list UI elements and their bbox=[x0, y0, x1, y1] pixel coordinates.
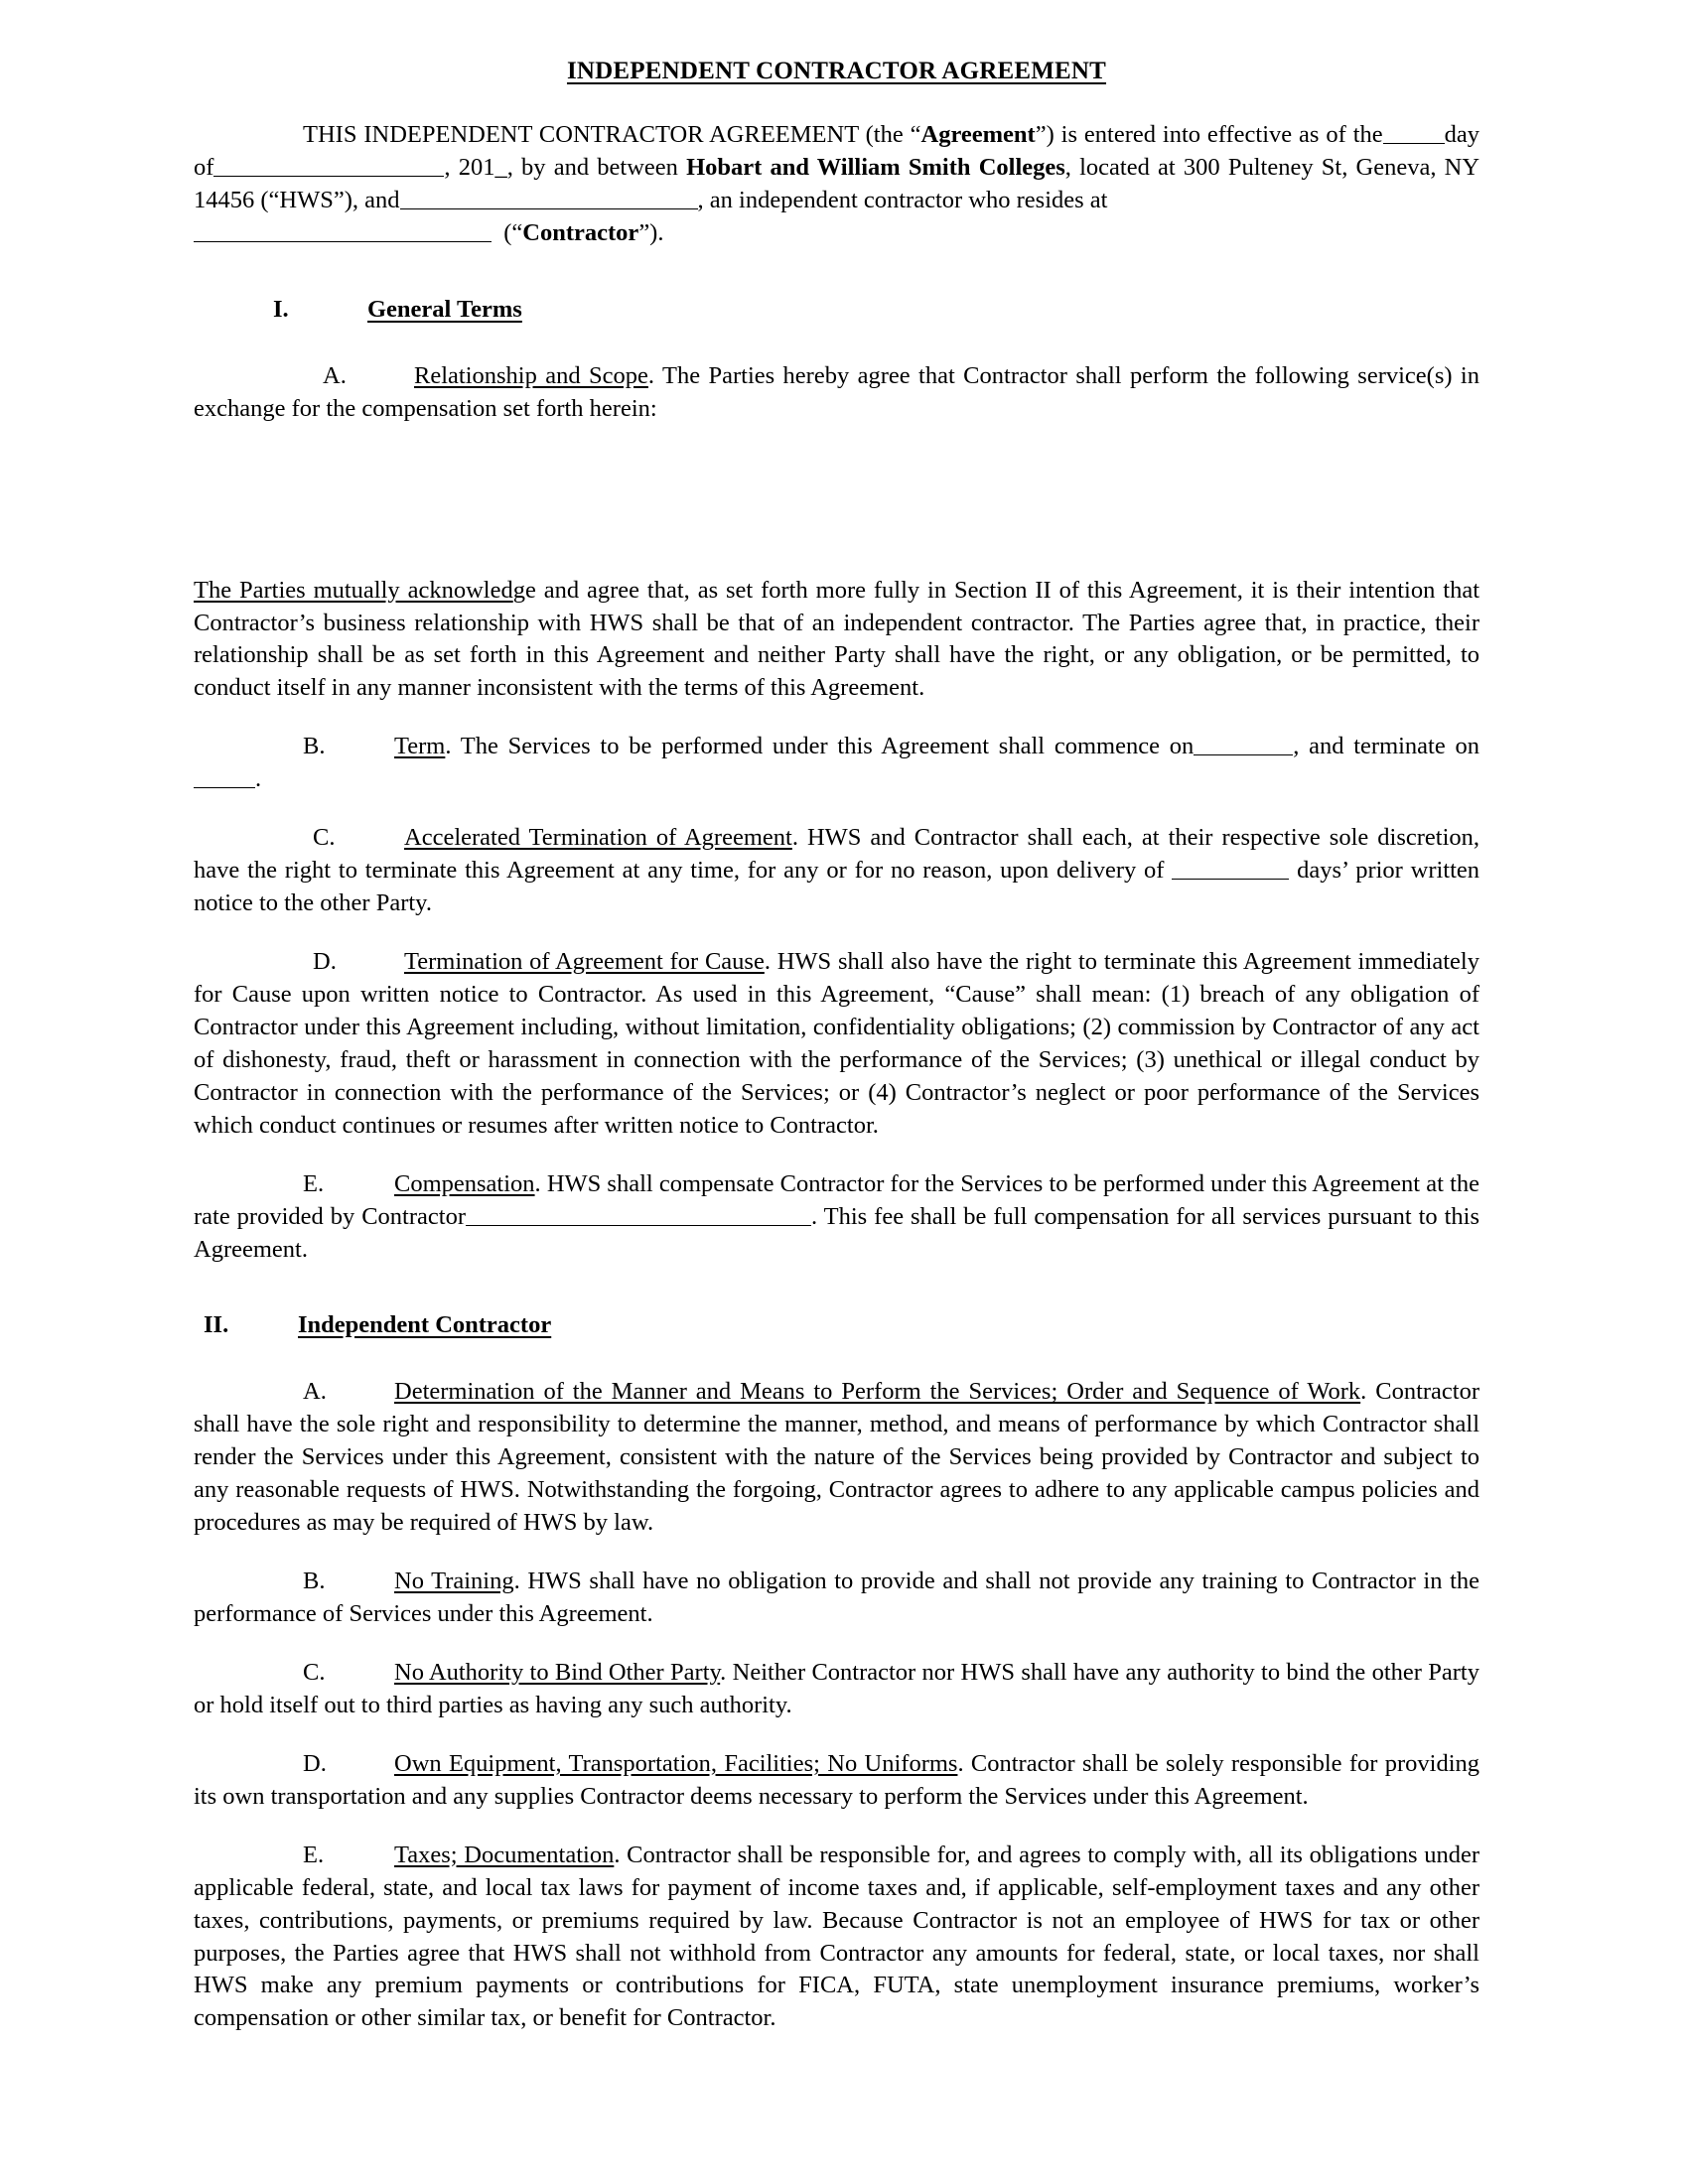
spacer-before-2-d bbox=[194, 1722, 1479, 1748]
notice-days-blank[interactable] bbox=[1172, 856, 1289, 880]
clause-letter-2-d: D. bbox=[303, 1749, 327, 1777]
clause-letter-2-e: E. bbox=[303, 1841, 325, 1868]
clause-1-d bbox=[194, 946, 1479, 1143]
compensation-rate-blank-extra[interactable] bbox=[764, 1201, 811, 1225]
clause-body-1-c-part1: . HWS and Contractor shall each, at their respective sole discretion, have the right to terminate this Agreement at any time, for any or for no reason, upon delivery of bbox=[194, 824, 1479, 885]
contractor-name-blank[interactable] bbox=[400, 186, 698, 209]
clause-letter-1-c: C. bbox=[313, 824, 336, 852]
clause-letter-2-a: A. bbox=[303, 1378, 327, 1406]
clause-body-2-c: . Neither Contractor nor HWS shall have any authority to bind the other Party or hold itself out to third parties as having any such authority. bbox=[194, 1658, 1479, 1718]
spacer-after-section-2-head bbox=[194, 1342, 1479, 1376]
clause-1-e bbox=[194, 1168, 1479, 1267]
clause-1-b bbox=[194, 731, 1479, 796]
spacer-before-2-b bbox=[194, 1540, 1479, 1566]
contractor-term-open: (“ bbox=[503, 218, 523, 246]
preamble-after-term: ”) is entered into effective as of the bbox=[1035, 121, 1383, 148]
preamble-year-prefix: , 201 bbox=[444, 153, 495, 181]
spacer-after-title bbox=[194, 85, 1479, 119]
clause-body-1-e-part1: . HWS shall compensate Contractor for the Services to be performed under this Agreement at the rate provided by Contractor bbox=[194, 1169, 1479, 1230]
compensation-rate-blank[interactable] bbox=[466, 1201, 764, 1225]
clause-body-1-c-part2: days’ prior written notice to the other Party. bbox=[194, 857, 1480, 917]
acknowledgement-lead-underlined: The Parties mutually acknowled bbox=[194, 576, 513, 604]
college-name: Hobart and William Smith Colleges bbox=[686, 153, 1065, 181]
clause-body-1-b-part2: , and terminate on bbox=[1293, 733, 1479, 760]
spacer-before-1-b bbox=[194, 705, 1479, 731]
clause-2-d bbox=[194, 1748, 1479, 1814]
clause-title-2-e: Taxes; Documentation bbox=[394, 1841, 615, 1868]
clause-2-a bbox=[194, 1376, 1479, 1540]
page-title-text: INDEPENDENT CONTRACTOR AGREEMENT bbox=[566, 58, 1107, 84]
preamble-contractor-desc: , an independent contractor who resides at bbox=[697, 186, 1108, 213]
clause-body-1-e-part2: . This fee shall be full compensation for all services pursuant to this Agreement. bbox=[194, 1202, 1480, 1263]
clause-body-2-e: . Contractor shall be responsible for, and agrees to comply with, all its obligations under applicable federal, state, and local tax laws for payment of income taxes and, if applicable, self-employment taxes and any other taxes, contributions, payments, or premiums required by law. Because Contractor is not an employee of HWS for tax or other purposes, the Parties agree that HWS shall not withhold from Contractor any amounts for federal, state, or local taxes, nor shall HWS make any premium payments or contributions for FICA, FUTA, state unemployment insurance premiums, worker’s compensation or other similar tax, or benefit for Contractor. bbox=[194, 1841, 1479, 2032]
commence-date-blank[interactable] bbox=[1194, 732, 1293, 755]
clause-title-2-d: Own Equipment, Transportation, Facilities; No Uniforms bbox=[394, 1749, 958, 1777]
spacer-before-2-c bbox=[194, 1631, 1479, 1657]
clause-body-1-a: . The Parties hereby agree that Contractor shall perform the following service(s) in exchange for the compensation set forth herein: bbox=[194, 361, 1479, 422]
spacer-before-1-c bbox=[194, 796, 1479, 822]
clause-letter-1-b: B. bbox=[303, 733, 326, 760]
year-blank-underscore[interactable]: _ bbox=[494, 153, 507, 181]
spacer-before-1-d bbox=[194, 920, 1479, 946]
services-write-in-space[interactable] bbox=[194, 426, 1479, 575]
spacer-after-section-1-head bbox=[194, 327, 1479, 360]
clause-body-2-d: . Contractor shall be solely responsible for providing its own transportation and any supplies Contractor deems necessary to perform the Services under this Agreement. bbox=[194, 1749, 1479, 1810]
contractor-term-close: ”). bbox=[638, 218, 664, 246]
section-heading-general-terms bbox=[194, 294, 1479, 327]
day-blank[interactable] bbox=[1383, 120, 1445, 144]
clause-body-1-b-part3: . bbox=[255, 765, 262, 793]
clause-title-1-e: Compensation bbox=[394, 1169, 535, 1197]
clause-title-1-a: Relationship and Scope bbox=[414, 361, 648, 389]
clause-2-c bbox=[194, 1657, 1479, 1722]
contractor-address-blank[interactable] bbox=[194, 218, 492, 242]
terminate-date-blank[interactable] bbox=[194, 764, 255, 788]
spacer-before-1-e bbox=[194, 1143, 1479, 1168]
month-blank[interactable] bbox=[213, 153, 444, 177]
section-heading-independent-contractor bbox=[194, 1309, 1479, 1342]
clause-letter-1-d: D. bbox=[313, 948, 337, 975]
clause-title-2-b: No Training bbox=[394, 1568, 514, 1595]
clause-1-acknowledgement bbox=[194, 575, 1479, 706]
clause-1-c bbox=[194, 822, 1479, 920]
clause-body-1-d: . HWS shall also have the right to terminate this Agreement immediately for Cause upon written notice to Contractor. As used in this Agreement, “Cause” shall mean: (1) breach of any obligation of Contractor under this Agreement including, without limitation, confidentiality obligations; (2) commission by Contractor of any act of dishonesty, fraud, theft or harassment in connection with the performance of the Services; (3) unethical or illegal conduct by Contractor in connection with the performance of the Services; or (4) Contractor’s neglect or poor performance of the Services which conduct continues or resumes after written notice to Contractor. bbox=[194, 948, 1479, 1139]
clause-body-2-b: . HWS shall have no obligation to provide and shall not provide any training to Contractor in the performance of Services under this Agreement. bbox=[194, 1568, 1479, 1627]
page-title bbox=[194, 58, 1479, 85]
clause-letter-2-b: B. bbox=[303, 1568, 326, 1595]
clause-body-2-a: . Contractor shall have the sole right and responsibility to determine the manner, method, and means of performance by which Contractor shall render the Services under this Agreement, consistent with the nature of the Services being provided by Contractor and subject to any reasonable requests of HWS. Notwithstanding the forgoing, Contractor agrees to adhere to any applicable campus policies and procedures as may be required of HWS by law. bbox=[194, 1378, 1479, 1537]
preamble-day-of: day of bbox=[194, 121, 1479, 181]
spacer-before-2-e bbox=[194, 1814, 1479, 1840]
preamble-located-at: , located at 300 Pulteney St, Geneva, NY 14456 (“HWS”), and bbox=[194, 153, 1480, 213]
spacer-before-section-1 bbox=[194, 250, 1479, 294]
section-numeral-1: I. bbox=[273, 295, 289, 323]
clause-title-1-b: Term bbox=[394, 733, 446, 760]
clause-title-2-a: Determination of the Manner and Means to Perform the Services; Order and Sequence of Work bbox=[394, 1378, 1361, 1406]
preamble-lead: THIS INDEPENDENT CONTRACTOR AGREEMENT (the “ bbox=[303, 121, 921, 148]
section-numeral-2: II. bbox=[204, 1311, 229, 1339]
clause-2-e bbox=[194, 1840, 1479, 2036]
clause-1-a bbox=[194, 360, 1479, 426]
clause-title-1-c: Accelerated Termination of Agreement bbox=[404, 824, 792, 852]
clause-title-2-c: No Authority to Bind Other Party bbox=[394, 1658, 721, 1686]
clause-title-1-d: Termination of Agreement for Cause bbox=[404, 948, 765, 975]
spacer-before-section-2 bbox=[194, 1266, 1479, 1309]
clause-letter-2-c: C. bbox=[303, 1658, 326, 1686]
preamble-continuation bbox=[194, 217, 1479, 250]
clause-letter-1-a: A. bbox=[323, 361, 347, 389]
section-label-2: Independent Contractor bbox=[298, 1311, 552, 1339]
agreement-defined-term: Agreement bbox=[920, 121, 1036, 148]
preamble-paragraph bbox=[194, 119, 1479, 217]
clause-letter-1-e: E. bbox=[303, 1169, 325, 1197]
acknowledgement-body: ge and agree that, as set forth more fully in Section II of this Agreement, it is their intention that Contractor’s business relationship with HWS shall be that of an independent contractor. The Parties agree that, in practice, their relationship shall be as set forth in this Agreement and neither Party shall have the right, or any obligation, or be permitted, to conduct itself in any manner inconsistent with the terms of this Agreement. bbox=[194, 576, 1479, 702]
clause-2-b bbox=[194, 1566, 1479, 1631]
preamble-by-and-between: , by and between bbox=[506, 153, 687, 181]
clause-body-1-b-part1: . The Services to be performed under this Agreement shall commence on bbox=[445, 733, 1195, 760]
contractor-defined-term: Contractor bbox=[522, 218, 639, 246]
section-label-1: General Terms bbox=[367, 295, 522, 323]
